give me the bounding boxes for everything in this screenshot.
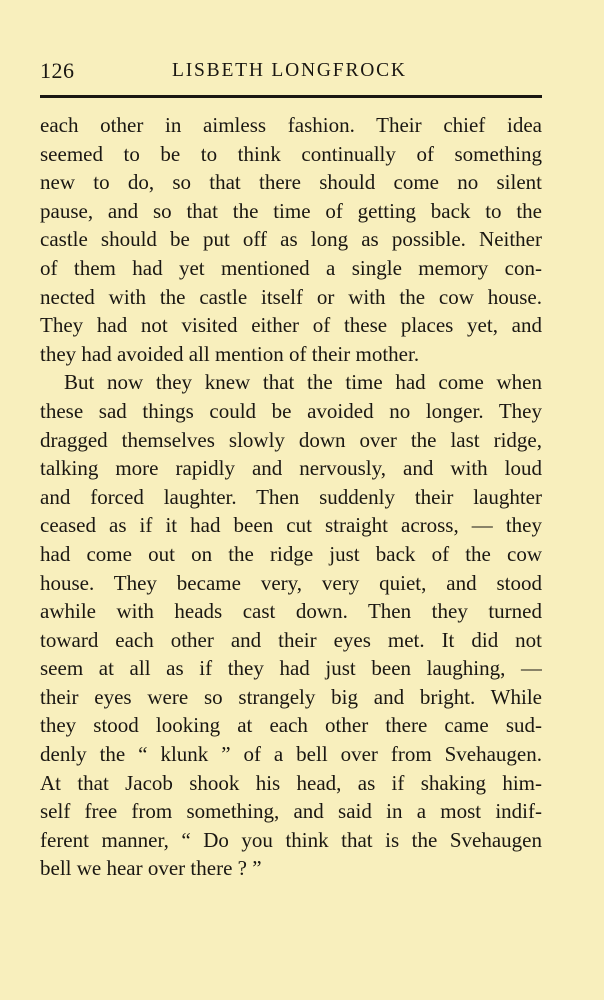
text-line: house. They became very, very quiet, and stood: [40, 570, 542, 595]
text-line: But now they knew that the time had come when: [64, 370, 542, 395]
text-line: they had avoided all mention of their mother.: [40, 341, 420, 366]
text-line: had come out on the ridge just back of the cow: [40, 541, 542, 566]
page-number: 126: [40, 58, 75, 83]
text-line: they stood looking at each other there came sud-: [40, 713, 542, 738]
paragraph-1: [40, 111, 542, 368]
text-line: these sad things could be avoided no longer. They: [40, 398, 542, 423]
running-head: [40, 58, 542, 84]
body-text: [40, 111, 542, 883]
text-line: and forced laughter. Then suddenly their laughter: [40, 484, 542, 509]
header-rule: [40, 95, 542, 98]
text-line: their eyes were so strangely big and bright. While: [40, 684, 542, 709]
text-line: seemed to be to think continually of something: [40, 141, 542, 166]
text-line: talking more rapidly and nervously, and with loud: [40, 456, 542, 481]
text-line: seem at all as if they had just been laughing, —: [40, 656, 542, 681]
text-line: new to do, so that there should come no silent: [40, 170, 542, 195]
text-line: ferent manner, “ Do you think that is the Svehaugen: [40, 827, 542, 852]
text-line: toward each other and their eyes met. It did not: [40, 627, 542, 652]
text-line: denly the “ klunk ” of a bell over from Svehaugen.: [40, 742, 542, 767]
text-line: bell we hear over there ? ”: [40, 856, 262, 881]
text-line: each other in aimless fashion. Their chief idea: [40, 113, 542, 137]
text-line: dragged themselves slowly down over the last ridge,: [40, 427, 542, 452]
paragraph-2: [40, 368, 542, 883]
text-line: castle should be put off as long as possible. Neither: [40, 227, 542, 252]
text-line: ceased as if it had been cut straight across, — they: [40, 513, 542, 538]
text-line: of them had yet mentioned a single memory con-: [40, 255, 542, 280]
text-line: awhile with heads cast down. Then they turned: [40, 599, 542, 624]
text-line: They had not visited either of these places yet, and: [40, 313, 542, 338]
text-line: self free from something, and said in a most indif-: [40, 799, 542, 824]
text-line: At that Jacob shook his head, as if shaking him-: [40, 770, 542, 795]
text-line: nected with the castle itself or with the cow house.: [40, 284, 542, 309]
running-title: LISBETH LONGFROCK: [172, 60, 407, 81]
text-line: pause, and so that the time of getting back to the: [40, 198, 542, 223]
